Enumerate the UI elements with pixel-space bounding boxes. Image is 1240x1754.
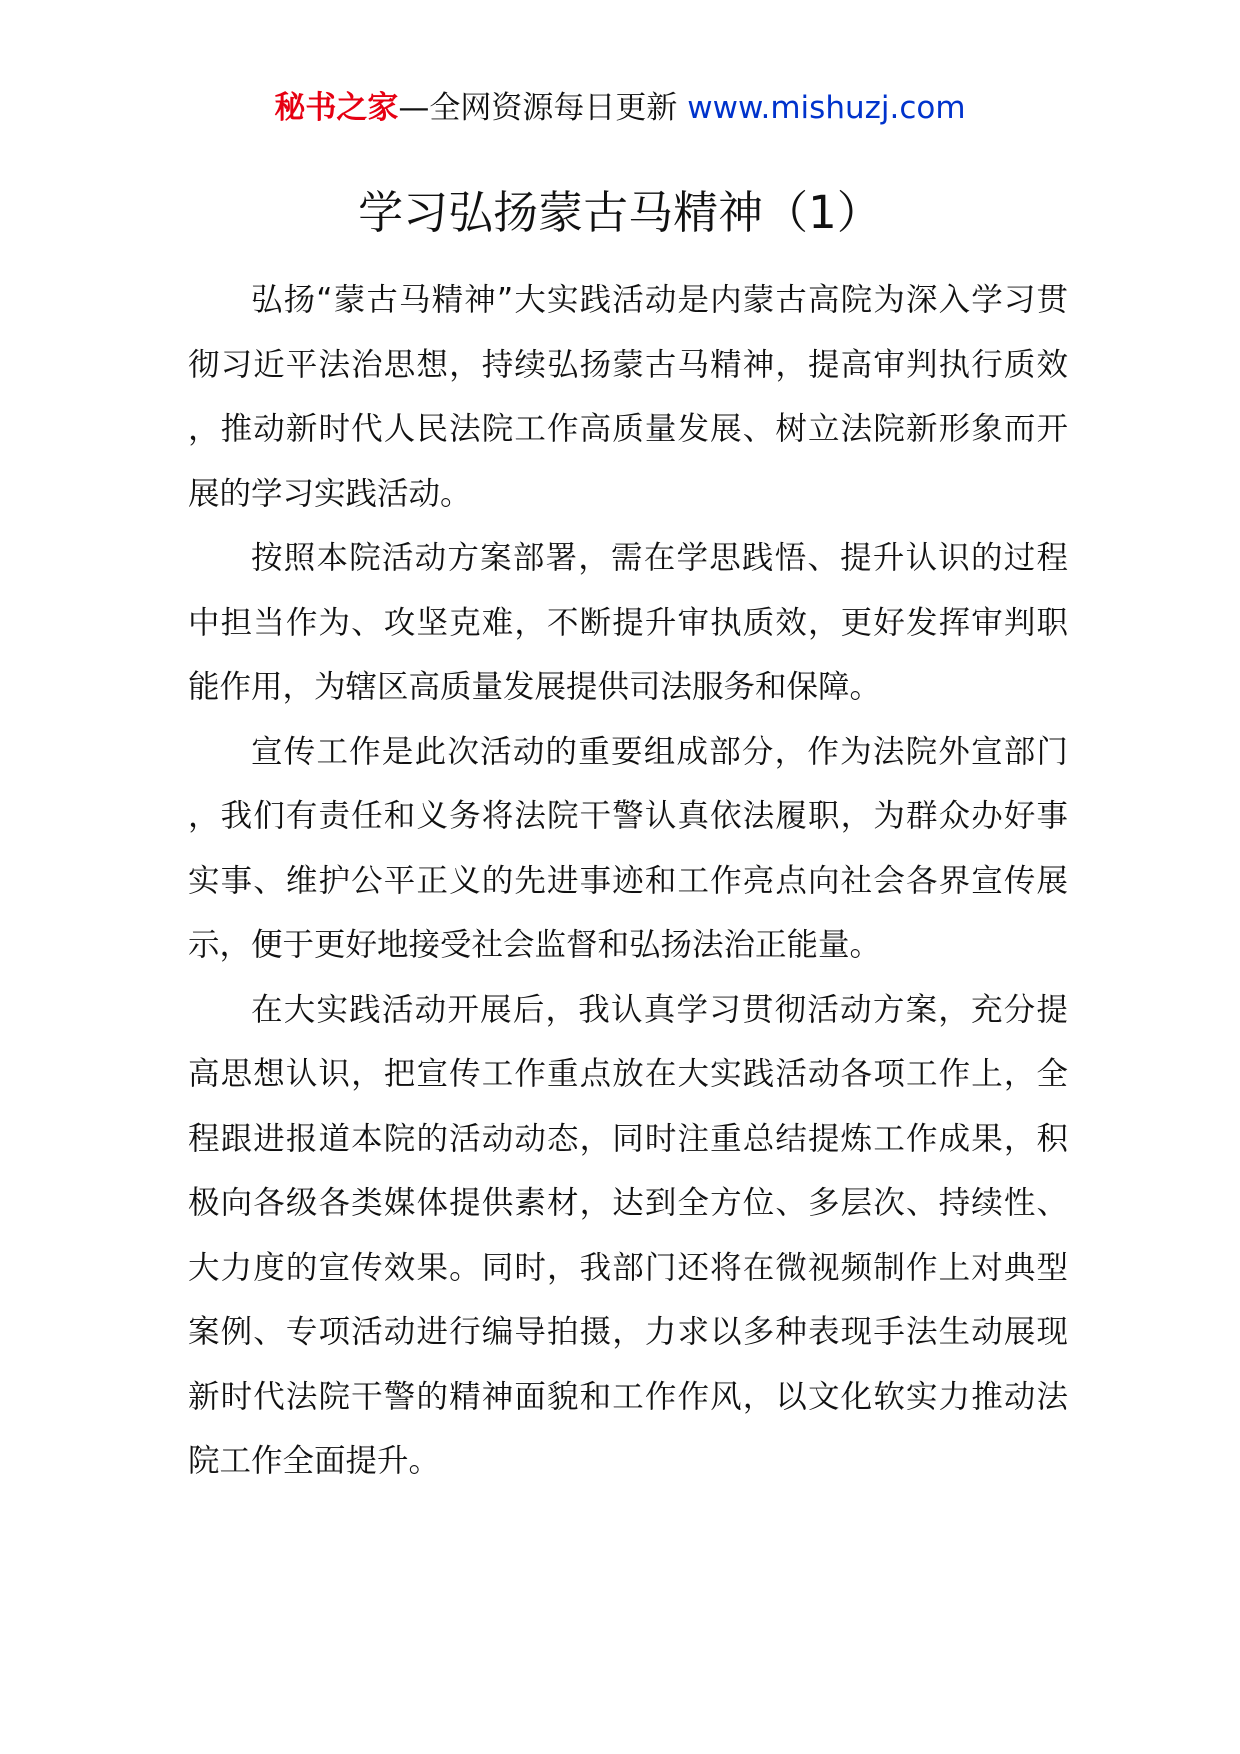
paragraph-3: 宣传工作是此次活动的重要组成部分，作为法院外宣部门，我们有责任和义务将法院干警认真依法履职，为群众办好事实事、维护公平正义的先进事迹和工作亮点向社会各界宣传展示，便于更好地接受社会监督和弘扬法治正能量。: [188, 733, 1068, 963]
paragraph-1: 弘扬“蒙古马精神”大实践活动是内蒙古高院为深入学习贯彻习近平法治思想，持续弘扬蒙古马精神，提高审判执行质效，推动新时代人民法院工作高质量发展、树立法院新形象而开展的学习实践活动。: [188, 282, 1068, 512]
site-brand: 秘书之家: [274, 90, 399, 126]
header-dash: —: [398, 90, 430, 126]
site-tagline: 全网资源每日更新: [429, 90, 678, 126]
document-title: 学习弘扬蒙古马精神（1）: [358, 186, 882, 239]
site-url-link[interactable]: www.mishuzj.com: [687, 90, 966, 126]
paragraph-2: 按照本院活动方案部署，需在学思践悟、提升认识的过程中担当作为、攻坚克难，不断提升审执质效，更好发挥审判职能作用，为辖区高质量发展提供司法服务和保障。: [188, 540, 1068, 705]
site-header: [0, 88, 1240, 128]
paragraph-4: 在大实践活动开展后，我认真学习贯彻活动方案，充分提高思想认识，把宣传工作重点放在大实践活动各项工作上，全程跟进报道本院的活动动态，同时注重总结提炼工作成果，积极向各级各类媒体提供素材，达到全方位、多层次、持续性、大力度的宣传效果。同时，我部门还将在微视频制作上对典型案例、专项活动进行编导拍摄，力求以多种表现手法生动展现新时代法院干警的精神面貌和工作作风，以文化软实力推动法院工作全面提升。: [188, 991, 1068, 1479]
document-body: [188, 268, 1068, 1494]
